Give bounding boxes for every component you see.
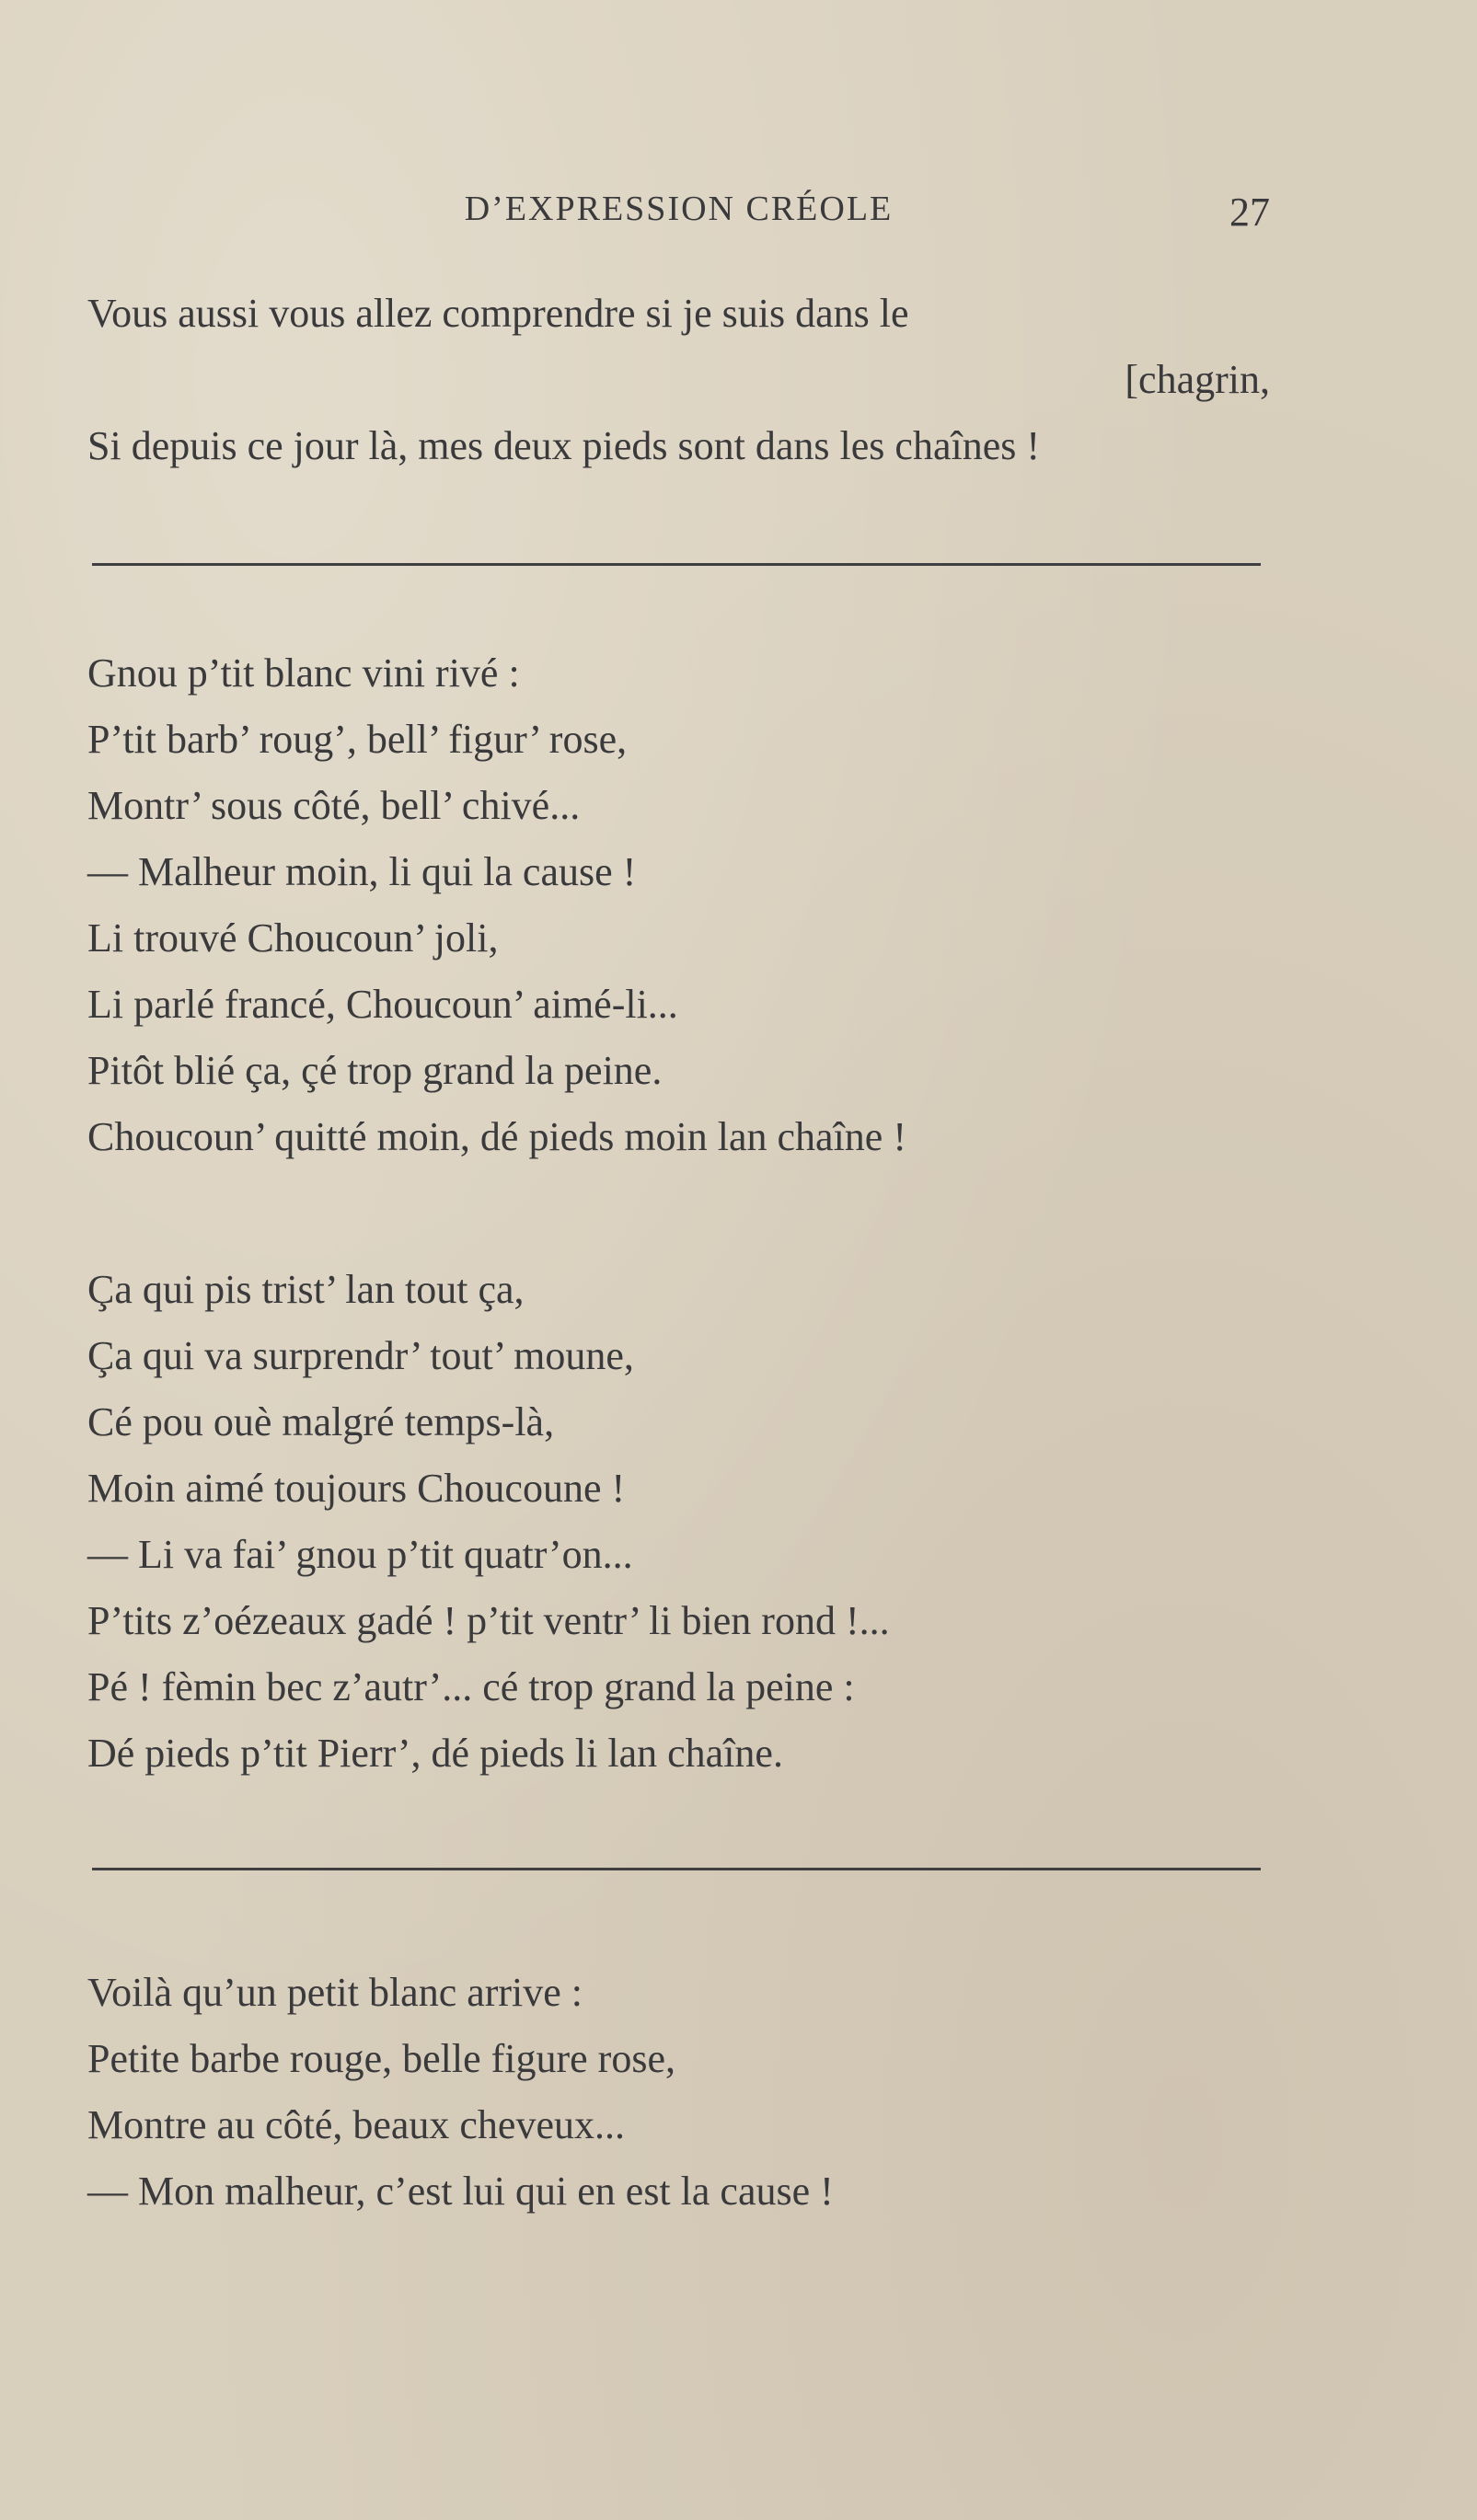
verse-line: Li trouvé Choucoun’ joli, [87, 915, 499, 961]
verse-line-continuation: [chagrin, [1125, 357, 1270, 402]
verse-line: Pé ! fèmin bec z’autr’... cé trop grand la peine : [87, 1664, 855, 1709]
running-title: D’EXPRESSION CRÉOLE [464, 190, 894, 228]
verse-line: P’tit barb’ roug’, bell’ figur’ rose, [87, 717, 628, 762]
verse-line: Moin aimé toujours Choucoune ! [87, 1466, 626, 1511]
verse-line: Si depuis ce jour là, mes deux pieds sont dans les chaînes ! [87, 423, 1041, 468]
verse-line: Li parlé francé, Choucoun’ aimé-li... [87, 982, 678, 1027]
stanza-creole-2 [87, 1257, 1270, 1787]
verse-line: Dé pieds p’tit Pierr’, dé pieds li lan chaîne. [87, 1731, 783, 1776]
page-header [87, 189, 1270, 244]
verse-line: Ça qui va surprendr’ tout’ moune, [87, 1333, 634, 1378]
verse-line: Montr’ sous côté, bell’ chivé... [87, 783, 581, 828]
section-divider [92, 1868, 1261, 1870]
page-number: 27 [1229, 190, 1270, 235]
stanza-translation [87, 1960, 1270, 2225]
verse-line: Voilà qu’un petit blanc arrive : [87, 1970, 583, 2015]
verse-line: — Li va fai’ gnou p’tit quatr’on... [87, 1532, 633, 1577]
verse-line: Pitôt blié ça, çé trop grand la peine. [87, 1048, 663, 1093]
verse-line: Petite barbe rouge, belle figure rose, [87, 2036, 675, 2081]
intro-translation [87, 281, 1270, 479]
stanza-creole-1 [87, 640, 1270, 1170]
verse-line: Montre au côté, beaux cheveux... [87, 2102, 625, 2147]
verse-line: Vous aussi vous allez comprendre si je suis dans le [87, 291, 909, 336]
verse-line: P’tits z’oézeaux gadé ! p’tit ventr’ li bien rond !... [87, 1598, 890, 1643]
verse-line: — Mon malheur, c’est lui qui en est la cause ! [87, 2169, 834, 2214]
verse-line: Gnou p’tit blanc vini rivé : [87, 650, 520, 696]
verse-line: Choucoun’ quitté moin, dé pieds moin lan chaîne ! [87, 1114, 906, 1159]
verse-line: Ça qui pis trist’ lan tout ça, [87, 1267, 525, 1312]
verse-line: — Malheur moin, li qui la cause ! [87, 849, 637, 894]
verse-line: Cé pou ouè malgré temps-là, [87, 1399, 555, 1444]
section-divider [92, 563, 1261, 566]
